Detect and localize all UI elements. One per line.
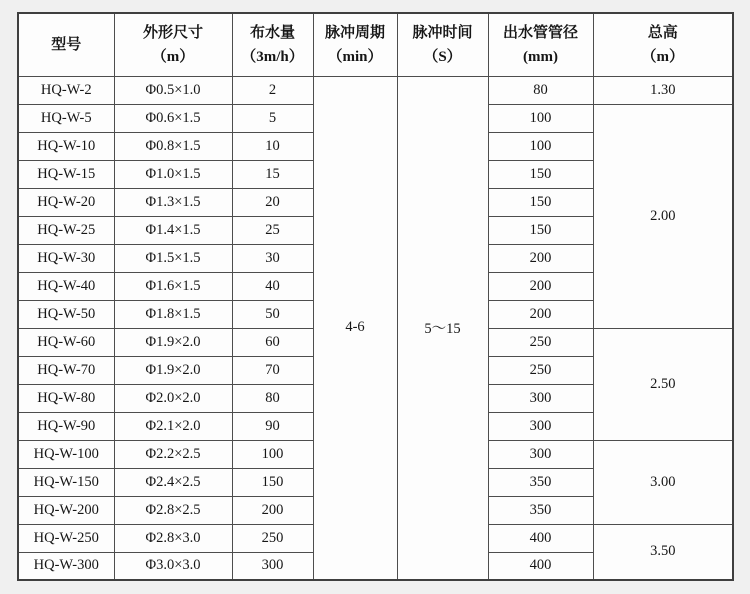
cell-model: HQ-W-25 <box>18 216 114 244</box>
cell-size: Φ0.5×1.0 <box>114 76 232 104</box>
cell-pipe: 100 <box>488 104 593 132</box>
cell-model: HQ-W-70 <box>18 356 114 384</box>
cell-size: Φ1.5×1.5 <box>114 244 232 272</box>
cell-flow: 60 <box>232 328 313 356</box>
cell-pipe: 350 <box>488 496 593 524</box>
cell-model: HQ-W-40 <box>18 272 114 300</box>
header-line1: 外形尺寸 <box>142 24 203 41</box>
cell-pipe: 250 <box>488 328 593 356</box>
cell-size: Φ2.8×2.5 <box>114 496 232 524</box>
cell-pipe: 300 <box>488 440 593 468</box>
cell-pipe: 150 <box>488 160 593 188</box>
cell-size: Φ2.0×2.0 <box>114 384 232 412</box>
cell-flow: 50 <box>232 300 313 328</box>
cell-size: Φ3.0×3.0 <box>114 552 232 580</box>
header-height <box>593 13 733 76</box>
cell-size: Φ0.8×1.5 <box>114 132 232 160</box>
cell-height: 1.30 <box>593 76 733 104</box>
cell-pipe: 400 <box>488 552 593 580</box>
cell-size: Φ1.9×2.0 <box>114 328 232 356</box>
header-line1: 布水量 <box>249 24 295 41</box>
cell-pipe: 80 <box>488 76 593 104</box>
cell-flow: 15 <box>232 160 313 188</box>
header-flow <box>232 13 313 76</box>
cell-flow: 90 <box>232 412 313 440</box>
cell-flow: 250 <box>232 524 313 552</box>
cell-size: Φ1.4×1.5 <box>114 216 232 244</box>
cell-pipe: 100 <box>488 132 593 160</box>
header-model <box>18 13 114 76</box>
cell-model: HQ-W-250 <box>18 524 114 552</box>
header-pulse-time <box>397 13 488 76</box>
spec-table <box>17 12 734 581</box>
cell-size: Φ1.6×1.5 <box>114 272 232 300</box>
header-pulse-period <box>313 13 397 76</box>
cell-flow: 20 <box>232 188 313 216</box>
header-line1: 型号 <box>51 36 82 53</box>
header-line2: （m） <box>151 48 195 65</box>
cell-pipe: 150 <box>488 216 593 244</box>
cell-size: Φ2.8×3.0 <box>114 524 232 552</box>
cell-height: 3.00 <box>593 440 733 524</box>
cell-flow: 2 <box>232 76 313 104</box>
cell-model: HQ-W-200 <box>18 496 114 524</box>
cell-model: HQ-W-60 <box>18 328 114 356</box>
cell-model: HQ-W-50 <box>18 300 114 328</box>
header-size <box>114 13 232 76</box>
cell-pipe: 200 <box>488 300 593 328</box>
cell-height: 3.50 <box>593 524 733 580</box>
cell-size: Φ1.9×2.0 <box>114 356 232 384</box>
cell-model: HQ-W-90 <box>18 412 114 440</box>
cell-pipe: 350 <box>488 468 593 496</box>
table-row <box>18 76 733 104</box>
header-line2: (mm) <box>523 48 558 65</box>
cell-flow: 100 <box>232 440 313 468</box>
cell-model: HQ-W-30 <box>18 244 114 272</box>
cell-flow: 5 <box>232 104 313 132</box>
cell-pulse-time: 5～15 <box>397 76 488 580</box>
cell-flow: 70 <box>232 356 313 384</box>
cell-size: Φ1.3×1.5 <box>114 188 232 216</box>
cell-pipe: 200 <box>488 272 593 300</box>
cell-pipe: 250 <box>488 356 593 384</box>
cell-model: HQ-W-2 <box>18 76 114 104</box>
cell-model: HQ-W-15 <box>18 160 114 188</box>
cell-pipe: 400 <box>488 524 593 552</box>
cell-pipe: 300 <box>488 384 593 412</box>
cell-flow: 25 <box>232 216 313 244</box>
cell-flow: 300 <box>232 552 313 580</box>
cell-size: Φ2.4×2.5 <box>114 468 232 496</box>
header-line2: （3m/h） <box>241 48 304 65</box>
header-row <box>18 13 733 76</box>
header-line1: 总高 <box>647 24 678 41</box>
header-line1: 脉冲周期 <box>324 24 385 41</box>
cell-size: Φ1.0×1.5 <box>114 160 232 188</box>
cell-pipe: 200 <box>488 244 593 272</box>
cell-flow: 80 <box>232 384 313 412</box>
cell-model: HQ-W-150 <box>18 468 114 496</box>
cell-height: 2.50 <box>593 328 733 440</box>
cell-size: Φ2.2×2.5 <box>114 440 232 468</box>
cell-pipe: 150 <box>488 188 593 216</box>
header-pipe <box>488 13 593 76</box>
header-line2: （S） <box>423 48 462 65</box>
cell-flow: 150 <box>232 468 313 496</box>
cell-model: HQ-W-5 <box>18 104 114 132</box>
cell-flow: 40 <box>232 272 313 300</box>
header-line2: （min） <box>327 48 383 65</box>
cell-size: Φ1.8×1.5 <box>114 300 232 328</box>
cell-model: HQ-W-80 <box>18 384 114 412</box>
cell-model: HQ-W-20 <box>18 188 114 216</box>
header-line1: 脉冲时间 <box>412 24 473 41</box>
cell-height: 2.00 <box>593 104 733 328</box>
cell-flow: 200 <box>232 496 313 524</box>
cell-size: Φ0.6×1.5 <box>114 104 232 132</box>
cell-model: HQ-W-100 <box>18 440 114 468</box>
cell-flow: 10 <box>232 132 313 160</box>
cell-model: HQ-W-300 <box>18 552 114 580</box>
cell-flow: 30 <box>232 244 313 272</box>
header-line1: 出水管管径 <box>502 24 578 41</box>
cell-size: Φ2.1×2.0 <box>114 412 232 440</box>
cell-pulse-period: 4-6 <box>313 76 397 580</box>
header-line2: （m） <box>641 48 684 65</box>
cell-model: HQ-W-10 <box>18 132 114 160</box>
cell-pipe: 300 <box>488 412 593 440</box>
